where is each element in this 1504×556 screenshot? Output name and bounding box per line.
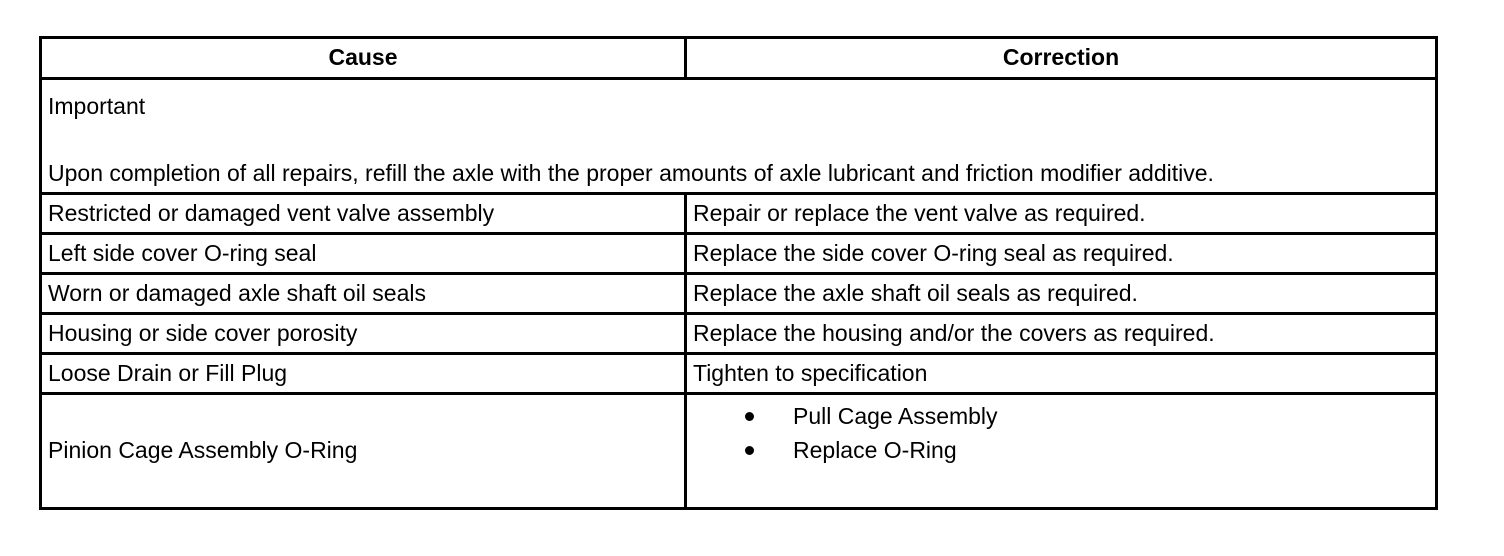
important-note <box>41 79 1437 194</box>
table-row <box>41 234 1437 274</box>
cause-cell: Housing or side cover porosity <box>41 314 686 354</box>
correction-cell: Repair or replace the vent valve as required. <box>686 194 1437 234</box>
step-text: Pull Cage Assembly <box>793 403 998 429</box>
correction-cell: Replace the side cover O-ring seal as required. <box>686 234 1437 274</box>
important-row <box>41 79 1437 194</box>
cause-cell: Pinion Cage Assembly O-Ring <box>41 394 686 509</box>
cause-cell: Restricted or damaged vent valve assembly <box>41 194 686 234</box>
step-text: Replace O-Ring <box>793 437 957 463</box>
list-item <box>745 399 1429 433</box>
header-cause: Cause <box>41 38 686 79</box>
bullet-icon <box>745 446 754 455</box>
table-row <box>41 354 1437 394</box>
table-row <box>41 274 1437 314</box>
cause-cell: Left side cover O-ring seal <box>41 234 686 274</box>
correction-steps-list <box>693 399 1429 467</box>
correction-cell: Replace the housing and/or the covers as required. <box>686 314 1437 354</box>
correction-cell: Replace the axle shaft oil seals as required. <box>686 274 1437 314</box>
correction-cell <box>686 394 1437 509</box>
table-row <box>41 394 1437 509</box>
list-item <box>745 433 1429 467</box>
cause-cell: Worn or damaged axle shaft oil seals <box>41 274 686 314</box>
bullet-icon <box>745 412 754 421</box>
important-heading: Important <box>48 92 146 119</box>
cause-cell: Loose Drain or Fill Plug <box>41 354 686 394</box>
header-correction: Correction <box>686 38 1437 79</box>
header-row <box>41 38 1437 79</box>
correction-cell: Tighten to specification <box>686 354 1437 394</box>
table-row <box>41 194 1437 234</box>
table-row <box>41 314 1437 354</box>
important-text: Upon completion of all repairs, refill the axle with the proper amounts of axle lubricant and friction modifier additive. <box>48 160 1214 186</box>
cause-correction-table <box>39 36 1438 510</box>
